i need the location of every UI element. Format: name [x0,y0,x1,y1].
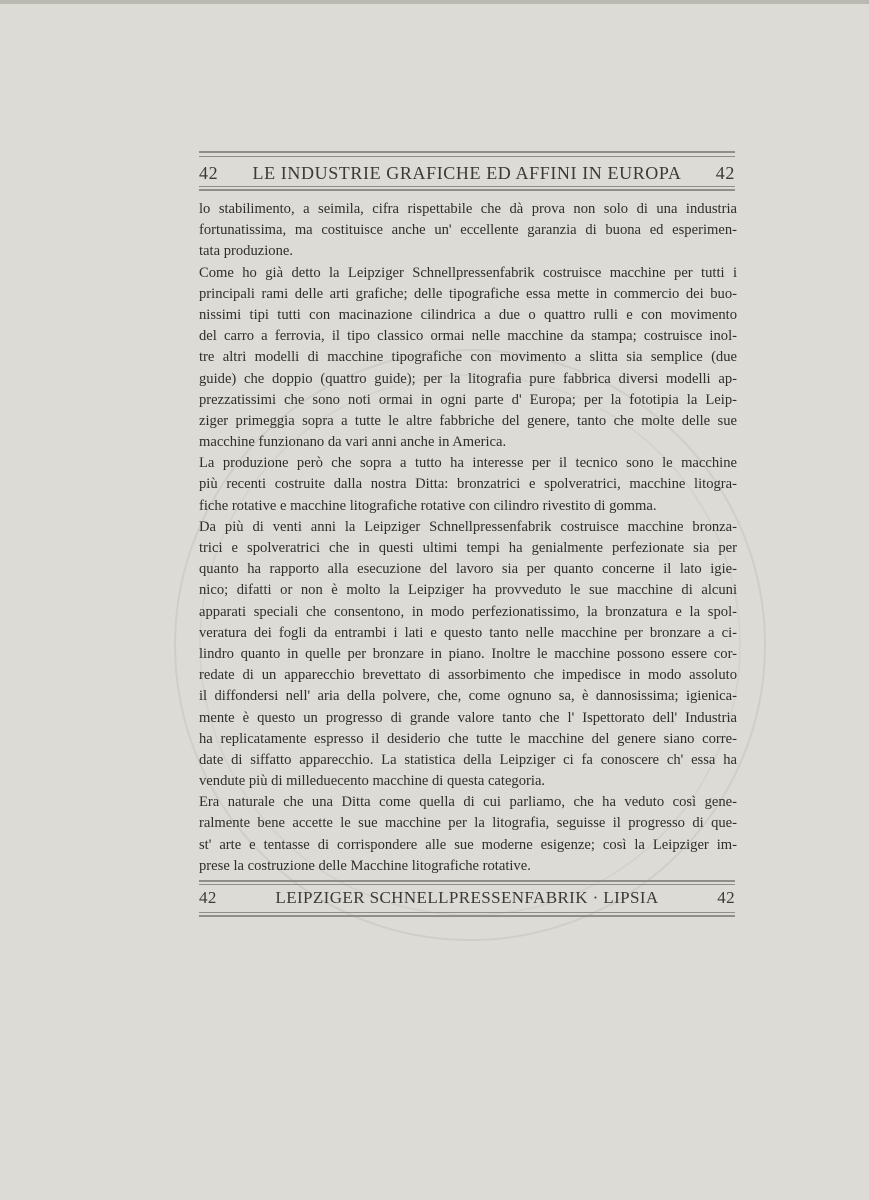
header-rule-top [199,151,735,153]
body-line: Era naturale che una Ditta come quella di cui parliamo, che ha veduto così gene- [199,794,737,811]
body-line: lo stabilimento, a seimila, cifra rispettabile che dà prova non solo di una industria [199,201,737,217]
body-line: guide) che doppio (quattro guide); per la litografia pure fabbrica diversi modelli ap- [199,370,737,387]
header-page-number-left: 42 [199,163,219,183]
footer-rule-bottom [199,915,735,917]
body-line: più recenti costruite dalla nostra Ditta: bronzatrici e spolveratrici, macchine litogra- [199,476,737,493]
body-line: Come ho già detto la Leipziger Schnellpressenfabrik costruisce macchine per tutti i [199,264,737,281]
body-line: prese la costruzione delle Macchine litografiche rotative. [199,857,531,874]
body-line: nissimi tipi tutti con macinazione cilindrica a due o quattro rulli e con movimento [199,306,737,323]
footer-page-number-left: 42 [199,888,217,907]
body-line: st' arte e tentasse di corrispondere alle sue moderne esigenze; così la Leipziger im- [199,836,737,853]
body-line: apparati speciali che consentono, in modo perfezionatissimo, la bronzatura e la spol- [199,603,737,620]
body-text [199,199,737,877]
body-line: ralmente bene accette le sue macchine per la litografia, seguisse il progresso di que- [199,815,737,832]
body-line: ha replicatamente espresso il desiderio che tutte le macchine del genere siano corre- [199,730,737,747]
body-line: principali rami delle arti grafiche; delle tipografiche essa mette in commercio dei buo- [199,285,737,302]
body-line: lindro quanto in quelle per bronzare in piano. Inoltre le macchine possono essere cor- [199,645,737,662]
body-line: redate di un apparecchio brevettato di assorbimento che impedisce in modo assoluto [199,667,737,684]
footer-title: LEIPZIGER SCHNELLPRESSENFABRIK · LIPSIA [275,888,659,907]
body-line: fortunatissima, ma costituisce anche un' eccellente garanzia di buona ed esperimen- [199,222,737,239]
body-line: veratura dei fogli da entrambi i lati e questo tanto nelle macchine per bronzare a ci- [199,624,737,641]
footer-rule-top [199,880,735,882]
header-title: LE INDUSTRIE GRAFICHE ED AFFINI IN EUROPA [252,163,682,183]
footer-page-number-right: 42 [717,888,735,907]
running-footer [199,888,735,914]
header-rule-bottom-thin [199,186,735,187]
body-line: macchine funzionano da vari anni anche in America. [199,434,507,451]
body-line: del carro a ferrovia, il tipo classico ormai nelle macchine da stampa; costruisce inol- [199,328,737,345]
body-line: tata produzione. [199,243,294,260]
body-line: fiche rotative e macchine litografiche rotative con cilindro rivestito di gomma. [199,497,657,514]
body-line: ziger primeggia sopra a tutte le altre fabbriche del genere, tanto che molte delle sue [199,412,737,429]
body-line: date di siffatto apparecchio. La statistica della Leipziger ci fa conoscere ch' essa ha [199,751,737,768]
header-rule-bottom [199,189,735,191]
header-rule-top-thin [199,156,735,157]
body-line: tre altri modelli di macchine tipografiche con movimento a slitta sia semplice (due [199,349,737,366]
body-line: La produzione però che sopra a tutto ha interesse per il tecnico sono le macchine [199,455,737,472]
body-line: nico; difatti or non è molto la Leipziger ha provveduto le sue macchine di alcuni [199,582,737,599]
body-line: Da più di venti anni la Leipziger Schnellpressenfabrik costruisce macchine bronza- [199,518,737,535]
header-page-number-right: 42 [715,163,735,183]
body-line: il diffondersi nell' aria della polvere, che, come ognuno sa, è dannosissima; igienica- [199,688,737,705]
body-line: mente è questo un progresso di grande valore tanto che l' Ispettorato dell' Industria [199,709,737,726]
footer-rule-bottom-thin [199,912,735,913]
body-line: prezzatissimi che sono noti ormai in ogni parte d' Europa; per la fototipia la Leip- [199,391,737,408]
body-line: vendute più di milleduecento macchine di questa categoria. [199,773,546,790]
running-header [199,160,735,188]
body-line: quanto ha rapporto alla esecuzione del lavoro sia per quanto concerne il lato igie- [199,561,737,578]
page-top-edge [0,0,869,4]
footer-rule-top-thin [199,884,735,885]
body-line: trici e spolveratrici che in questi ultimi tempi ha genialmente perfezionate sia per [199,540,737,556]
